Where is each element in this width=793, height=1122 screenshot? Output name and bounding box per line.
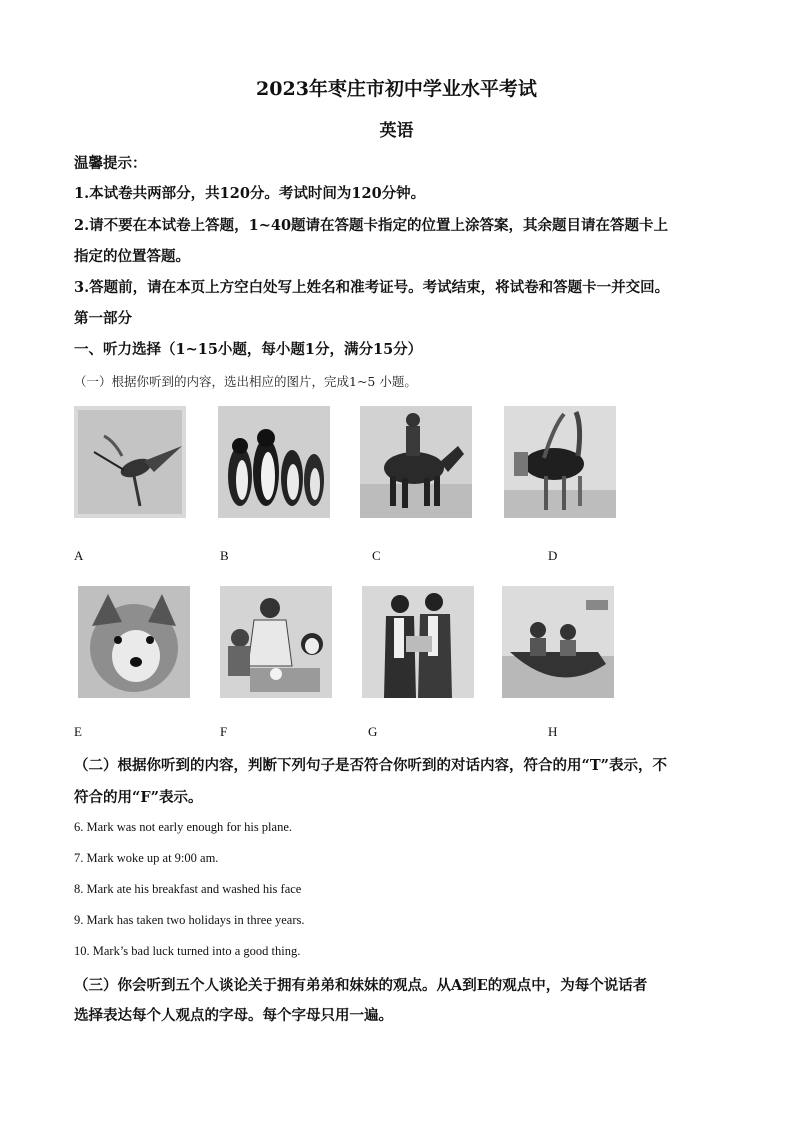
tips-heading: 温馨提示： [74,155,147,172]
exam-subject: 英语 [379,121,414,141]
people-reading-icon [362,586,474,698]
picture-label-f: F [220,724,228,739]
part-one-heading: 第一部分 [74,310,132,327]
sub-three-instructions-line-1: （三）你会听到五个人谈论关于拥有弟弟和妹妹的观点。从A到E的观点中，为每个说话者 [74,977,648,994]
sub-two-instructions-line-2: 符合的用“F”表示。 [74,789,203,806]
statement-10: 10. Mark’s bad luck turned into a good thing. [74,944,301,958]
tip-line-2: 2.请不要在本试卷上答题，1~40题请在答题卡指定的位置上涂答案，其余题目请在答题卡上 [74,217,669,234]
picture-label-b: B [220,548,229,563]
tip-line-2b: 指定的位置答题。 [74,248,190,265]
dog-icon [78,586,190,698]
sub-three-instructions-line-2: 选择表达每个人观点的字母。每个字母只用一遍。 [74,1007,393,1024]
ostrich-icon [504,406,616,518]
boat-icon [502,586,614,698]
penguins-icon [218,406,330,518]
section-one-heading: 一、听力选择（1~15小题，每小题1分，满分15分） [74,341,423,358]
horse-rider-icon [360,406,472,518]
picture-label-a: A [74,548,84,563]
picture-label-g: G [368,724,378,739]
statement-7: 7. Mark woke up at 9:00 am. [74,851,219,865]
sub-two-instructions-line-1: （二）根据你听到的内容，判断下列句子是否符合你听到的对话内容，符合的用“T”表示，不 [74,757,667,774]
picture-label-e: E [74,724,82,739]
statement-6: 6. Mark was not early enough for his plane. [74,820,292,834]
tip-line-3: 3.答题前，请在本页上方空白处写上姓名和准考证号。考试结束，将试卷和答题卡一并交回。 [74,279,670,296]
tip-line-1: 1.本试卷共两部分，共120分。考试时间为120分钟。 [74,185,426,202]
picture-label-h: H [548,724,558,739]
sub-one-instructions: （一）根据你听到的内容，选出相应的图片，完成1~5 小题。 [74,374,417,389]
statement-8: 8. Mark ate his breakfast and washed his face [74,882,302,896]
family-meal-icon [220,586,332,698]
picture-label-c: C [372,548,381,563]
statement-9: 9. Mark has taken two holidays in three years. [74,913,305,927]
hummingbird-icon [74,406,186,518]
exam-title: 2023年枣庄市初中学业水平考试 [256,78,537,100]
picture-label-d: D [548,548,558,563]
